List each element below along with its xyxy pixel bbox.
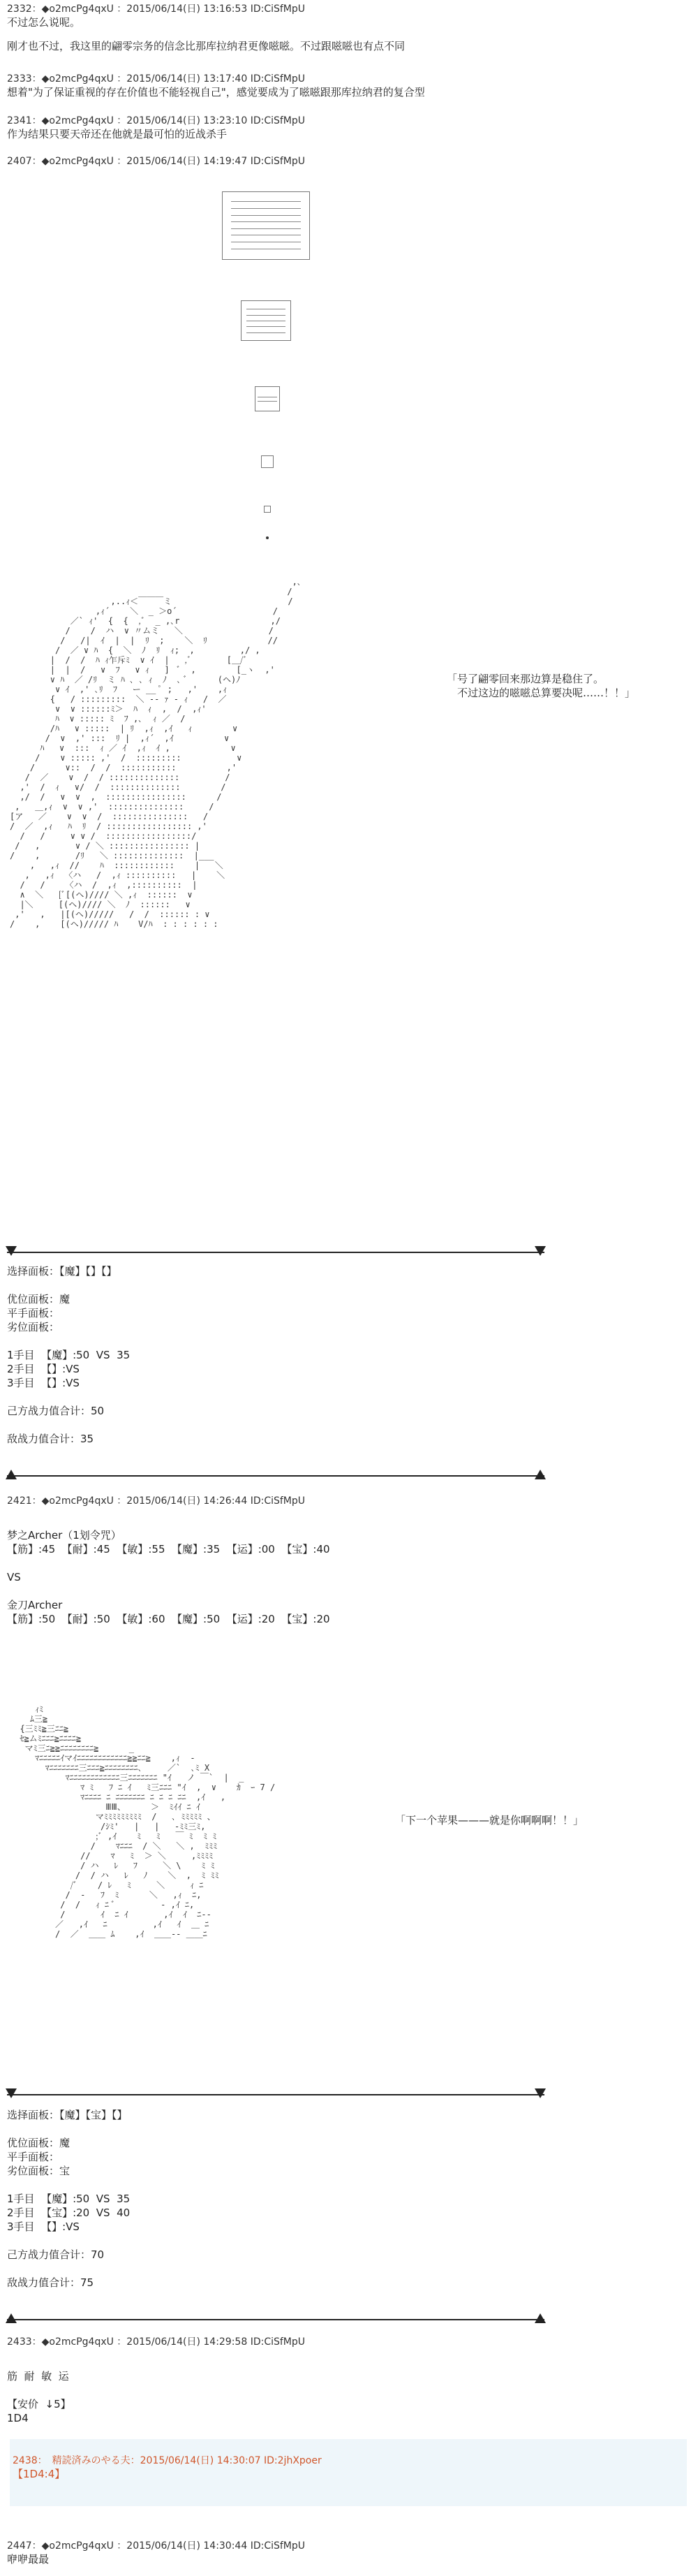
speech-bubble: 「下一个苹果———就是你啊啊啊！！」 [395, 1814, 584, 1827]
post-header: 2341：◆o2mcPg4qxU ：2015/06/14(日) 13:23:10 ID:CiSfMpU [7, 115, 306, 126]
post-2433 [7, 2336, 677, 2348]
post-body: 刚才也不过，我这里的翩零宗务的信念比那库拉纳君更像嗞嗞。不过跟嗞嗞也有点不同 [7, 40, 406, 52]
divider [7, 1470, 544, 1482]
arrow-down-icon [6, 2088, 17, 2098]
panel-selection-1: 选择面板：【魔】【】【】 优位面板：魔 平手面板： 劣位面板： 1手目 【魔】:50 VS 35 2手目 【】:VS 3手目 【】:VS 己方战力值合计：50 敌战力值合计：35 [7, 1265, 131, 1445]
speech-bubble: 「号了翩零回来那边算是稳住了。 不过这边的嗞嗞总算要决呢……！！」 [447, 673, 636, 699]
post-2332 [7, 3, 677, 29]
post-2421 [7, 1495, 677, 1507]
divider [7, 1246, 544, 1259]
post-header: 2447：◆o2mcPg4qxU ：2015/06/14(日) 14:30:44 ID:CiSfMpU [7, 2540, 306, 2552]
post-header: 2433：◆o2mcPg4qxU ：2015/06/14(日) 14:29:58 ID:CiSfMpU [7, 2336, 306, 2348]
arrow-down-icon [535, 1246, 546, 1256]
post-2333 [7, 73, 677, 99]
divider [7, 2088, 544, 2101]
divider [7, 2313, 544, 2326]
micro-board-graphic [264, 506, 271, 513]
arrow-up-icon [6, 2313, 17, 2323]
arrow-up-icon [535, 1470, 546, 1479]
arrow-down-icon [6, 1246, 17, 1256]
medium-board-graphic [241, 300, 291, 341]
post-header: 2333：◆o2mcPg4qxU ：2015/06/14(日) 13:17:40 ID:CiSfMpU [7, 73, 306, 85]
arrow-down-icon [535, 2088, 546, 2098]
post-2332-continued [7, 39, 677, 53]
dot-graphic [266, 536, 269, 539]
post-2447 [7, 2540, 677, 2566]
post-header: 2421：◆o2mcPg4qxU ：2015/06/14(日) 14:26:44 ID:CiSfMpU [7, 1495, 306, 1507]
ascii-art-figure-charge: ｨﾐ ﾑ三≧ {三ﾐﾐ≧三ﾆﾆ≧ ｾ≧ムﾐﾆﾆﾆ≧ﾆﾆﾆﾆ≧ マﾐ三ﾆ≧≧ﾆﾆﾆﾆﾆﾆﾆﾆ≧ _ ﾏﾆﾆﾆﾆﾆｲマｲﾆﾆﾆﾆﾆﾆﾆﾆﾆﾆﾆﾆ≧≧ﾆﾆ≧ ,ｨ ‐ ﾏﾆﾆﾆﾆﾆﾆﾆ三ﾆﾆﾆ≧ﾆﾆﾆﾆﾆﾆﾆﾆ､ ／` ､ﾐ X ﾏﾆﾆﾆﾆﾆﾆﾆﾆﾆﾆﾆﾆ三ﾆﾆﾆﾆﾆﾆﾆ "ｲ ノ ￣` | _ ﾏ ﾐ ﾌ ﾆ ｲ ﾐ三ﾆﾆﾆ "ｲ , ∨ ｶ ｰ 7 / ﾏﾆﾆﾆﾆ ﾆ ﾆﾆﾆﾆﾆﾆﾆ ﾆ ﾆ ﾆ ﾆﾆ ,ｲ , ⅢⅢ、 ＞ ﾐｲｲ ﾆ ｲ マﾐﾐﾐﾐﾐﾐﾐﾐﾐ / ､ ﾐﾐﾐﾐﾐ 、 /ｼﾐ' | | ‐ﾐﾐ三ﾐ, ;ﾞ ,ｲ ﾐ ﾐ ￣ ﾐ ﾐ ﾐ / ﾏﾆﾆﾆ / ＼ ＼ , ﾐﾐﾐ // ﾏ ﾐ ＞ ＼ ,ﾐﾐﾐﾐ / ハ ﾚ ﾌ ＼ \ ﾐ ﾐ / / ハ ﾚ ﾉ ＼ , ﾐ ﾐﾐ /ﾞ / ﾚ ﾐ ＼ ｨ ﾆ / ‐ ﾌ ﾐ ＼ ,ｨ ﾆ, / / ｨ ﾆ ﾞ ‐ ,ｲ ﾆ, / ｲ ﾆ ｲ ,ｲ ｲ ﾆ‐‐ ／ ,ｲ ﾆ ,ｲ ｲ ＿ ﾆ / ／ ＿＿ ﾑ ,ｲ ＿＿‐‐ ＿＿ﾆ [20, 1704, 276, 1939]
post-header: 2407：◆o2mcPg4qxU ：2015/06/14(日) 14:19:47 ID:CiSfMpU [7, 156, 306, 167]
post-2407 [7, 155, 677, 168]
large-board-graphic [222, 191, 310, 260]
dice-result: 【1D4:4】 [13, 2468, 66, 2480]
dice-call: 筋 耐 敏 运 【安价 ↓5】 1D4 [7, 2370, 71, 2424]
post-2341 [7, 115, 677, 141]
post-header: 2332：◆o2mcPg4qxU ：2015/06/14(日) 13:16:53 ID:CiSfMpU [7, 3, 306, 15]
post-body: 咿咿最最 [7, 2553, 50, 2566]
post-body: 想着"为了保证重视的存在价值也不能轻视自己"，感觉要成为了嗞嗞跟那库拉纳君的复合型 [7, 86, 425, 98]
arrow-up-icon [535, 2313, 546, 2323]
reply-header: 2438： 精読済みのやる夫：2015/06/14(日) 14:30:07 ID:2jhXpoer [13, 2455, 322, 2466]
arrow-up-icon [6, 1470, 17, 1479]
post-body: 作为结果只要天帝还在他就是最可怕的近战杀手 [7, 128, 228, 140]
stats-comparison: 梦之Archer（1划令咒） 【筋】:45 【耐】:45 【敏】:55 【魔】:35 【运】:00 【宝】:40 VS 金刀Archer 【筋】:50 【耐】:50 【敏】:60 【魔】:50 【运】:20 【宝】:20 [7, 1529, 330, 1625]
post-body: 不过怎么说呢。 [7, 16, 81, 29]
reply-2438 [10, 2439, 687, 2506]
ascii-art-figure-archer: ,､ / ,..ｨ＜￣￣￣ミ / ,ｨ´ ＼ _ ＞o´ / ／` ｨ' { { ,ﾞ _ ,､r ,/ / / ハ ∨ 〃ムミ ＼ / / /| ｲ | | ﾘ ; ＼ ﾘ // / ／ ∨ ﾊ { ＼ ﾉ ﾘ ｨ; , ,/ , | / / ﾊ ｨ乍斥ﾐ ∨ ｲ | ,ﾞ [＿/ﾞ | | / ∨ ﾌ ∨ ｨ ] ﾞ , [_ヽ ,' ∨ ﾊ ／ /ﾘ ミ ﾊ ､ ､ ｨ ﾉ ､ ﾞ (ヘ)ﾉ ∨ ｲ ,' ､ﾘ ﾌ ー __ ﾟ ; ,' ,ｨ { / ::::::::: ＼ -‐ ｧ ‐ ｨ / ／ ∨ ∨ ::::::ﾐ＞ ﾊ ｨ , / ,ｨ' ﾊ ∨ ::::: ﾐ ﾌ ,､ ｨ ／ / /ﾊ ∨ ::::: | ﾘ ,ｨ ,ｲ ｨ ∨ / ∨ ,' ::: ﾘ | ,ｨ´ ,ｲ ∨ ﾊ ∨ ::: ｨ ／ ｲ ,ｨ ｲ , ∨ / ∨ ::::: ,' / ::::::::: ∨ / ∨:: / / ::::::::::: ,' / ／ ∨ / / :::::::::::::: / ,' / ｨ ∨/ / :::::::::::::: / ,/ / ∨ ∨ , :::::::::::::::: / , ＿,ｨ ∨ ∨ ,' ::::::::::::::: / [ア ／ ∨ ∨ / ::::::::::::::: / / ／ ,ｨ ﾊ ﾘ / ::::::::::::::::: ,' / / ∨ ∨ / :::::::::::::::::/ / , ∨ / ＼ :::::::::::::::: | / , /ﾘ ＼ :::::::::::::: |___ , ,ｨ // ﾊ :::::::::::: | ＼ , ,ｨ 〈ハ / ,ｨ :::::::::: | ＼ / / 〈ハ / ,ｨ ,:::::::::: | ∧ ＼ [ﾞ[(ヘ)//// ＼ ,ｨ :::::: ∨ |＼ [(ヘ)//// ＼ ﾉ :::::: ∨ ,' , |[(ヘ)///// / / :::::: : ∨ / , [(ヘ)///// ﾊ V/ﾊ : : : : : : [10, 577, 302, 929]
small-board-graphic [255, 386, 280, 411]
panel-selection-2: 选择面板：【魔】【宝】【】 优位面板：魔 平手面板： 劣位面板：宝 1手目 【魔】:50 VS 35 2手目 【宝】:20 VS 40 3手目 【】:VS 己方战力值合计：70 敌战力值合计：75 [7, 2109, 131, 2289]
tiny-board-graphic [261, 455, 274, 468]
